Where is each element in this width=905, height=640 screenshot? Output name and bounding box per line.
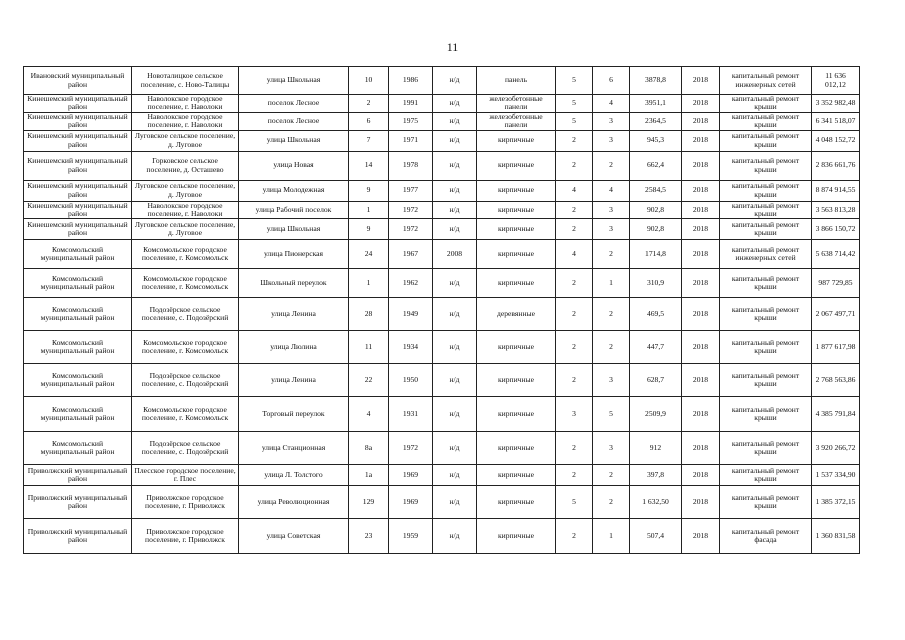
renovation-year-cell: н/д <box>433 67 477 95</box>
cost-cell: 2 067 497,71 <box>812 298 860 331</box>
entrances-cell: 1 <box>593 519 630 554</box>
house-number-cell: 22 <box>349 364 389 397</box>
wall-material-cell: кирпичные <box>477 331 556 364</box>
work-type-cell: капитальный ремонт крыши <box>720 130 812 151</box>
entrances-cell: 3 <box>593 364 630 397</box>
work-type-cell: капитальный ремонт крыши <box>720 331 812 364</box>
entrances-cell: 3 <box>593 201 630 219</box>
wall-material-cell: кирпичные <box>477 519 556 554</box>
floors-cell: 5 <box>556 112 593 130</box>
street-cell: улица Новая <box>239 151 349 180</box>
street-cell: улица Советская <box>239 519 349 554</box>
renovation-year-cell: н/д <box>433 519 477 554</box>
area-cell: 2584,5 <box>630 180 682 201</box>
house-number-cell: 1а <box>349 465 389 486</box>
table-row <box>24 397 860 432</box>
renovation-year-cell: н/д <box>433 201 477 219</box>
table-row <box>24 331 860 364</box>
renovation-year-cell: н/д <box>433 465 477 486</box>
area-cell: 912 <box>630 432 682 465</box>
house-number-cell: 129 <box>349 486 389 519</box>
build-year-cell: 1978 <box>389 151 433 180</box>
plan-year-cell: 2018 <box>682 269 720 298</box>
plan-year-cell: 2018 <box>682 465 720 486</box>
table-row <box>24 519 860 554</box>
house-number-cell: 6 <box>349 112 389 130</box>
plan-year-cell: 2018 <box>682 240 720 269</box>
cost-cell: 3 920 266,72 <box>812 432 860 465</box>
cost-cell: 4 048 152,72 <box>812 130 860 151</box>
table-row <box>24 151 860 180</box>
house-number-cell: 14 <box>349 151 389 180</box>
plan-year-cell: 2018 <box>682 331 720 364</box>
renovation-year-cell: н/д <box>433 180 477 201</box>
cost-cell: 5 638 714,42 <box>812 240 860 269</box>
district-cell: Комсомольский муниципальный район <box>24 298 132 331</box>
settlement-cell: Подозёрское сельское поселение, с. Подозёрский <box>132 364 239 397</box>
cost-cell: 8 874 914,55 <box>812 180 860 201</box>
floors-cell: 5 <box>556 486 593 519</box>
cost-cell: 6 341 518,07 <box>812 112 860 130</box>
floors-cell: 2 <box>556 331 593 364</box>
entrances-cell: 2 <box>593 151 630 180</box>
work-type-cell: капитальный ремонт крыши <box>720 364 812 397</box>
street-cell: улица Школьная <box>239 67 349 95</box>
renovation-year-cell: н/д <box>433 95 477 113</box>
house-number-cell: 11 <box>349 331 389 364</box>
work-type-cell: капитальный ремонт фасада <box>720 519 812 554</box>
build-year-cell: 1969 <box>389 465 433 486</box>
table-row <box>24 219 860 240</box>
build-year-cell: 1986 <box>389 67 433 95</box>
work-type-cell: капитальный ремонт крыши <box>720 219 812 240</box>
district-cell: Кинешемский муниципальный район <box>24 180 132 201</box>
renovation-year-cell: 2008 <box>433 240 477 269</box>
settlement-cell: Луговское сельское поселение, д. Луговое <box>132 130 239 151</box>
plan-year-cell: 2018 <box>682 95 720 113</box>
work-type-cell: капитальный ремонт крыши <box>720 269 812 298</box>
area-cell: 1 632,50 <box>630 486 682 519</box>
entrances-cell: 3 <box>593 130 630 151</box>
district-cell: Кинешемский муниципальный район <box>24 219 132 240</box>
build-year-cell: 1962 <box>389 269 433 298</box>
cost-cell: 2 836 661,76 <box>812 151 860 180</box>
wall-material-cell: кирпичные <box>477 240 556 269</box>
table-row <box>24 486 860 519</box>
renovation-year-cell: н/д <box>433 130 477 151</box>
area-cell: 902,8 <box>630 201 682 219</box>
plan-year-cell: 2018 <box>682 519 720 554</box>
area-cell: 1714,8 <box>630 240 682 269</box>
plan-year-cell: 2018 <box>682 151 720 180</box>
work-type-cell: капитальный ремонт крыши <box>720 397 812 432</box>
settlement-cell: Наволокское городское поселение, г. Наволоки <box>132 201 239 219</box>
entrances-cell: 3 <box>593 219 630 240</box>
plan-year-cell: 2018 <box>682 67 720 95</box>
renovation-year-cell: н/д <box>433 112 477 130</box>
work-type-cell: капитальный ремонт инженерных сетей <box>720 67 812 95</box>
table-row <box>24 201 860 219</box>
house-number-cell: 1 <box>349 269 389 298</box>
floors-cell: 5 <box>556 67 593 95</box>
entrances-cell: 3 <box>593 112 630 130</box>
work-type-cell: капитальный ремонт крыши <box>720 298 812 331</box>
settlement-cell: Новоталицкое сельское поселение, с. Ново-Талицы <box>132 67 239 95</box>
cost-cell: 1 877 617,98 <box>812 331 860 364</box>
floors-cell: 2 <box>556 465 593 486</box>
floors-cell: 3 <box>556 397 593 432</box>
area-cell: 945,3 <box>630 130 682 151</box>
build-year-cell: 1971 <box>389 130 433 151</box>
floors-cell: 2 <box>556 298 593 331</box>
house-number-cell: 2 <box>349 95 389 113</box>
floors-cell: 4 <box>556 240 593 269</box>
floors-cell: 4 <box>556 180 593 201</box>
street-cell: улица Школьная <box>239 219 349 240</box>
street-cell: Торговый переулок <box>239 397 349 432</box>
area-cell: 628,7 <box>630 364 682 397</box>
floors-cell: 2 <box>556 519 593 554</box>
entrances-cell: 6 <box>593 67 630 95</box>
build-year-cell: 1972 <box>389 219 433 240</box>
plan-year-cell: 2018 <box>682 432 720 465</box>
work-type-cell: капитальный ремонт крыши <box>720 112 812 130</box>
floors-cell: 5 <box>556 95 593 113</box>
area-cell: 3878,8 <box>630 67 682 95</box>
district-cell: Комсомольский муниципальный район <box>24 364 132 397</box>
build-year-cell: 1949 <box>389 298 433 331</box>
settlement-cell: Наволокское городское поселение, г. Наволоки <box>132 112 239 130</box>
build-year-cell: 1975 <box>389 112 433 130</box>
build-year-cell: 1931 <box>389 397 433 432</box>
renovation-year-cell: н/д <box>433 432 477 465</box>
entrances-cell: 2 <box>593 486 630 519</box>
area-cell: 2509,9 <box>630 397 682 432</box>
area-cell: 902,8 <box>630 219 682 240</box>
plan-year-cell: 2018 <box>682 364 720 397</box>
settlement-cell: Комсомольское городское поселение, г. Комсомольск <box>132 240 239 269</box>
house-number-cell: 10 <box>349 67 389 95</box>
table-body <box>24 67 860 554</box>
settlement-cell: Плесское городское поселение, г. Плес <box>132 465 239 486</box>
cost-cell: 1 537 334,90 <box>812 465 860 486</box>
street-cell: улица Школьная <box>239 130 349 151</box>
district-cell: Кинешемский муниципальный район <box>24 95 132 113</box>
build-year-cell: 1972 <box>389 432 433 465</box>
district-cell: Кинешемский муниципальный район <box>24 130 132 151</box>
house-number-cell: 7 <box>349 130 389 151</box>
district-cell: Комсомольский муниципальный район <box>24 269 132 298</box>
table-row <box>24 364 860 397</box>
plan-year-cell: 2018 <box>682 298 720 331</box>
house-number-cell: 24 <box>349 240 389 269</box>
house-number-cell: 23 <box>349 519 389 554</box>
settlement-cell: Наволокское городское поселение, г. Наволоки <box>132 95 239 113</box>
street-cell: поселок Лесное <box>239 112 349 130</box>
cost-cell: 3 866 150,72 <box>812 219 860 240</box>
street-cell: улица Ленина <box>239 364 349 397</box>
street-cell: улица Рабочий поселок <box>239 201 349 219</box>
wall-material-cell: кирпичные <box>477 180 556 201</box>
plan-year-cell: 2018 <box>682 486 720 519</box>
work-type-cell: капитальный ремонт крыши <box>720 465 812 486</box>
table-row <box>24 432 860 465</box>
district-cell: Приволжский муниципальный район <box>24 486 132 519</box>
build-year-cell: 1934 <box>389 331 433 364</box>
plan-year-cell: 2018 <box>682 397 720 432</box>
work-type-cell: капитальный ремонт крыши <box>720 180 812 201</box>
entrances-cell: 4 <box>593 95 630 113</box>
work-type-cell: капитальный ремонт крыши <box>720 432 812 465</box>
area-cell: 310,9 <box>630 269 682 298</box>
street-cell: улица Пионерская <box>239 240 349 269</box>
cost-cell: 1 360 831,58 <box>812 519 860 554</box>
street-cell: Школьный переулок <box>239 269 349 298</box>
wall-material-cell: кирпичные <box>477 130 556 151</box>
table-row <box>24 95 860 113</box>
entrances-cell: 2 <box>593 298 630 331</box>
plan-year-cell: 2018 <box>682 201 720 219</box>
area-cell: 662,4 <box>630 151 682 180</box>
table-row <box>24 240 860 269</box>
area-cell: 447,7 <box>630 331 682 364</box>
cost-cell: 3 563 813,28 <box>812 201 860 219</box>
floors-cell: 2 <box>556 432 593 465</box>
cost-cell: 3 352 982,48 <box>812 95 860 113</box>
house-number-cell: 4 <box>349 397 389 432</box>
district-cell: Кинешемский муниципальный район <box>24 151 132 180</box>
table-row <box>24 298 860 331</box>
house-number-cell: 9 <box>349 219 389 240</box>
floors-cell: 2 <box>556 201 593 219</box>
area-cell: 507,4 <box>630 519 682 554</box>
wall-material-cell: кирпичные <box>477 432 556 465</box>
district-cell: Кинешемский муниципальный район <box>24 201 132 219</box>
renovation-year-cell: н/д <box>433 364 477 397</box>
renovation-year-cell: н/д <box>433 486 477 519</box>
build-year-cell: 1972 <box>389 201 433 219</box>
settlement-cell: Луговское сельское поселение, д. Луговое <box>132 180 239 201</box>
cost-cell: 4 385 791,84 <box>812 397 860 432</box>
table-row <box>24 269 860 298</box>
build-year-cell: 1991 <box>389 95 433 113</box>
wall-material-cell: железобетонные панели <box>477 112 556 130</box>
work-type-cell: капитальный ремонт крыши <box>720 486 812 519</box>
renovation-year-cell: н/д <box>433 219 477 240</box>
renovation-year-cell: н/д <box>433 151 477 180</box>
build-year-cell: 1959 <box>389 519 433 554</box>
table-row <box>24 465 860 486</box>
table-row <box>24 112 860 130</box>
build-year-cell: 1977 <box>389 180 433 201</box>
entrances-cell: 2 <box>593 465 630 486</box>
renovation-year-cell: н/д <box>433 331 477 364</box>
wall-material-cell: железобетонные панели <box>477 95 556 113</box>
settlement-cell: Луговское сельское поселение, д. Луговое <box>132 219 239 240</box>
settlement-cell: Подозёрское сельское поселение, с. Подозёрский <box>132 432 239 465</box>
plan-year-cell: 2018 <box>682 180 720 201</box>
wall-material-cell: кирпичные <box>477 219 556 240</box>
street-cell: поселок Лесное <box>239 95 349 113</box>
housing-repair-table <box>23 66 860 554</box>
street-cell: улица Люлина <box>239 331 349 364</box>
settlement-cell: Комсомольское городское поселение, г. Комсомольск <box>132 397 239 432</box>
district-cell: Приволжский муниципальный район <box>24 465 132 486</box>
floors-cell: 2 <box>556 130 593 151</box>
work-type-cell: капитальный ремонт крыши <box>720 95 812 113</box>
plan-year-cell: 2018 <box>682 219 720 240</box>
page-number: 11 <box>446 40 459 54</box>
street-cell: улица Революционная <box>239 486 349 519</box>
settlement-cell: Горковское сельское поселение, д. Осташево <box>132 151 239 180</box>
street-cell: улица Станционная <box>239 432 349 465</box>
wall-material-cell: кирпичные <box>477 201 556 219</box>
table-row <box>24 130 860 151</box>
table-row <box>24 67 860 95</box>
renovation-year-cell: н/д <box>433 269 477 298</box>
renovation-year-cell: н/д <box>433 397 477 432</box>
house-number-cell: 8а <box>349 432 389 465</box>
settlement-cell: Комсомольское городское поселение, г. Комсомольск <box>132 269 239 298</box>
entrances-cell: 3 <box>593 432 630 465</box>
build-year-cell: 1950 <box>389 364 433 397</box>
entrances-cell: 1 <box>593 269 630 298</box>
build-year-cell: 1967 <box>389 240 433 269</box>
street-cell: улица Ленина <box>239 298 349 331</box>
work-type-cell: капитальный ремонт крыши <box>720 151 812 180</box>
entrances-cell: 2 <box>593 240 630 269</box>
district-cell: Комсомольский муниципальный район <box>24 240 132 269</box>
entrances-cell: 2 <box>593 331 630 364</box>
area-cell: 469,5 <box>630 298 682 331</box>
wall-material-cell: кирпичные <box>477 269 556 298</box>
wall-material-cell: кирпичные <box>477 486 556 519</box>
settlement-cell: Приволжское городское поселение, г. Приволжск <box>132 519 239 554</box>
table-row <box>24 180 860 201</box>
area-cell: 3951,1 <box>630 95 682 113</box>
wall-material-cell: кирпичные <box>477 465 556 486</box>
house-number-cell: 28 <box>349 298 389 331</box>
floors-cell: 2 <box>556 219 593 240</box>
wall-material-cell: кирпичные <box>477 151 556 180</box>
wall-material-cell: кирпичные <box>477 397 556 432</box>
work-type-cell: капитальный ремонт крыши <box>720 201 812 219</box>
street-cell: улица Молодежная <box>239 180 349 201</box>
district-cell: Комсомольский муниципальный район <box>24 331 132 364</box>
district-cell: Приволжский муниципальный район <box>24 519 132 554</box>
settlement-cell: Приволжское городское поселение, г. Приволжск <box>132 486 239 519</box>
house-number-cell: 9 <box>349 180 389 201</box>
wall-material-cell: кирпичные <box>477 364 556 397</box>
settlement-cell: Комсомольское городское поселение, г. Комсомольск <box>132 331 239 364</box>
work-type-cell: капитальный ремонт инженерных сетей <box>720 240 812 269</box>
district-cell: Комсомольский муниципальный район <box>24 397 132 432</box>
cost-cell: 2 768 563,86 <box>812 364 860 397</box>
street-cell: улица Л. Толстого <box>239 465 349 486</box>
plan-year-cell: 2018 <box>682 112 720 130</box>
district-cell: Кинешемский муниципальный район <box>24 112 132 130</box>
house-number-cell: 1 <box>349 201 389 219</box>
renovation-year-cell: н/д <box>433 298 477 331</box>
cost-cell: 987 729,85 <box>812 269 860 298</box>
floors-cell: 2 <box>556 364 593 397</box>
wall-material-cell: панель <box>477 67 556 95</box>
floors-cell: 2 <box>556 269 593 298</box>
wall-material-cell: деревянные <box>477 298 556 331</box>
cost-cell: 1 385 372,15 <box>812 486 860 519</box>
plan-year-cell: 2018 <box>682 130 720 151</box>
build-year-cell: 1969 <box>389 486 433 519</box>
entrances-cell: 4 <box>593 180 630 201</box>
settlement-cell: Подозёрское сельское поселение, с. Подозёрский <box>132 298 239 331</box>
area-cell: 2364,5 <box>630 112 682 130</box>
area-cell: 397,8 <box>630 465 682 486</box>
cost-cell: 11 636 012,12 <box>812 67 860 95</box>
entrances-cell: 5 <box>593 397 630 432</box>
floors-cell: 2 <box>556 151 593 180</box>
district-cell: Ивановский муниципальный район <box>24 67 132 95</box>
district-cell: Комсомольский муниципальный район <box>24 432 132 465</box>
